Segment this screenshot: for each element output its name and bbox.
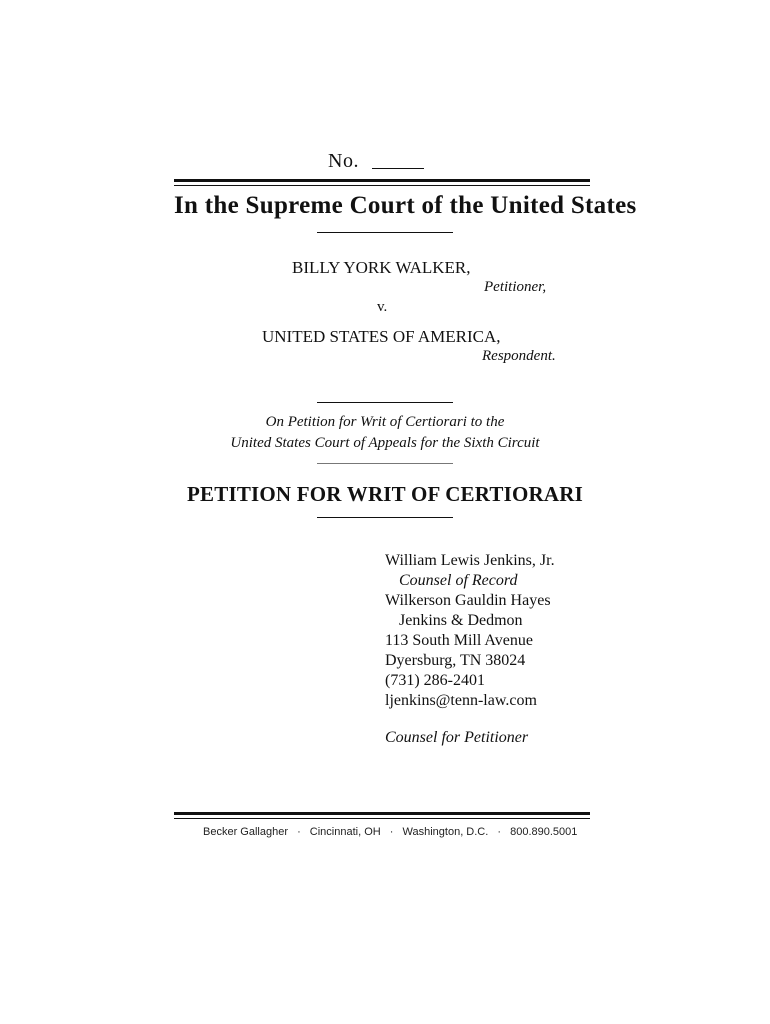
counsel-city: Dyersburg, TN 38024 xyxy=(385,652,526,669)
divider-rule xyxy=(317,517,453,518)
counsel-role: Counsel for Petitioner xyxy=(385,729,529,746)
counsel-block xyxy=(385,551,595,748)
docket-number-label: No. xyxy=(328,150,359,172)
court-title: In the Supreme Court of the United States xyxy=(174,192,637,219)
counsel-firm-line-1: Wilkerson Gauldin Hayes xyxy=(385,592,551,609)
printer-footer xyxy=(203,826,577,838)
petitioner-name: BILLY YORK WALKER, xyxy=(292,258,471,277)
respondent-name: UNITED STATES OF AMERICA, xyxy=(262,327,501,346)
versus: v. xyxy=(377,299,388,315)
header-rule-thin xyxy=(174,185,590,186)
counsel-firm-line-2: Jenkins & Dedmon xyxy=(399,612,523,629)
footer-phone: 800.890.5001 xyxy=(510,826,578,838)
footer-city-1: Cincinnati, OH xyxy=(309,826,381,838)
footer-rule-thick xyxy=(174,812,590,815)
divider-rule xyxy=(317,402,453,403)
petition-origin-line-1: On Petition for Writ of Certiorari to the xyxy=(265,414,505,430)
counsel-street: 113 South Mill Avenue xyxy=(385,632,533,649)
footer-rule-thin xyxy=(174,818,590,819)
footer-city-2: Washington, D.C. xyxy=(402,826,489,838)
petitioner-role: Petitioner, xyxy=(484,279,547,295)
docket-number-blank xyxy=(372,168,424,169)
header-rule-thick xyxy=(174,179,590,182)
footer-separator: · xyxy=(297,826,301,838)
footer-printer: Becker Gallagher xyxy=(203,826,288,838)
divider-rule xyxy=(317,463,453,464)
divider-rule xyxy=(317,232,453,233)
respondent-role: Respondent. xyxy=(482,348,556,364)
petition-origin xyxy=(0,412,770,454)
counsel-name: William Lewis Jenkins, Jr. xyxy=(385,552,555,569)
counsel-designation: Counsel of Record xyxy=(399,572,518,589)
petition-origin-line-2: United States Court of Appeals for the Sixth Circuit xyxy=(230,435,540,451)
counsel-email: ljenkins@tenn-law.com xyxy=(385,692,537,709)
counsel-phone: (731) 286-2401 xyxy=(385,672,485,689)
footer-separator: · xyxy=(389,826,394,838)
footer-separator: · xyxy=(497,826,502,838)
document-title: PETITION FOR WRIT OF CERTIORARI xyxy=(187,482,583,506)
